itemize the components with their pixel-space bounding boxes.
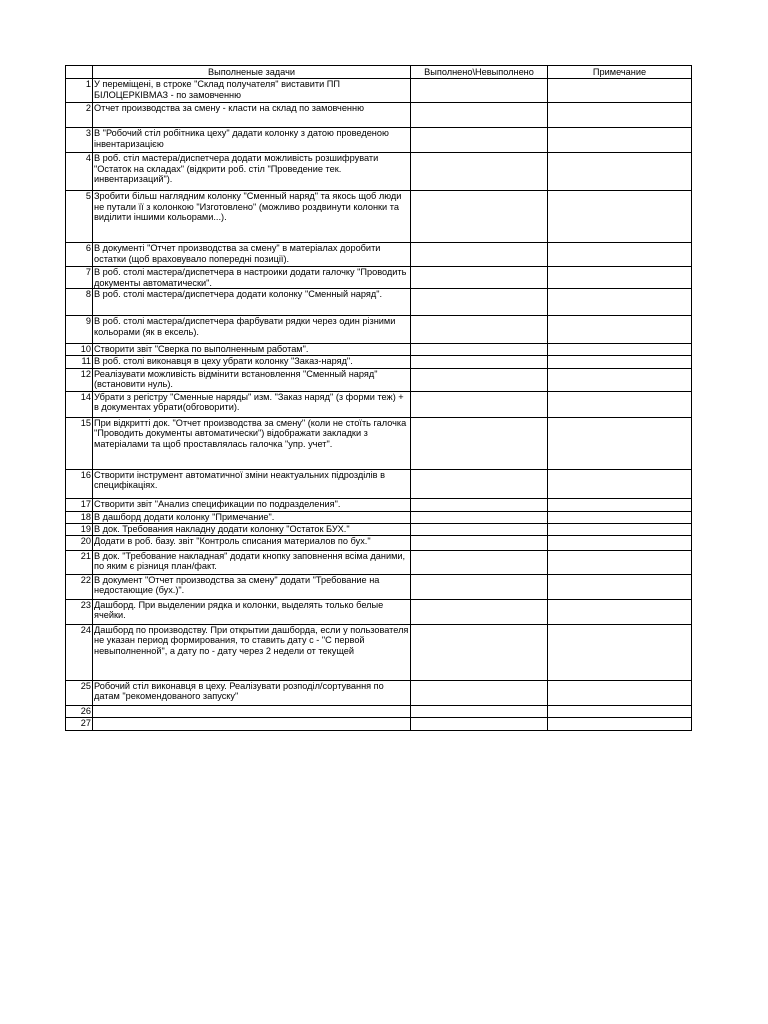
row-task: Створити звіт "Анализ спецификации по подразделения". [93,498,411,511]
row-task: В роб. стіл мастера/диспетчера додати можливість розшифрувати "Остаток на складах" (відкрити роб. стіл "Проведение тек. инвентаризаций"). [93,153,411,191]
row-status[interactable] [411,680,548,705]
row-note[interactable] [548,344,692,356]
row-number: 23 [66,599,93,624]
row-status[interactable] [411,717,548,730]
row-task [93,705,411,717]
row-status[interactable] [411,523,548,535]
table-row [66,535,692,550]
table-row [66,705,692,717]
row-note[interactable] [548,128,692,153]
row-status[interactable] [411,705,548,717]
row-status[interactable] [411,344,548,356]
row-number: 5 [66,191,93,243]
row-task: Дашборд по производству. При открытии дашборда, если у пользователя не указан период формирования, то ставить дату с - "С первой невыполненной", а дату по - дату через 2 недели от текущей [93,624,411,680]
row-note[interactable] [548,705,692,717]
row-task: В документі "Отчет производства за смену" в матеріалах доробити остатки (щоб враховувало попередні позиції). [93,243,411,267]
row-status[interactable] [411,511,548,523]
table-row [66,469,692,498]
row-number: 11 [66,355,93,368]
row-status[interactable] [411,624,548,680]
row-task: В док. "Требование накладная" додати кнопку заповнення всіма даними, по яким є різниця план/факт. [93,550,411,574]
row-task: В роб. столі мастера/диспетчера фарбувати рядки через один різними кольорами (як в ексель). [93,316,411,344]
row-number: 8 [66,289,93,316]
table-row [66,417,692,469]
row-note[interactable] [548,511,692,523]
table-row [66,153,692,191]
row-note[interactable] [548,103,692,128]
row-status[interactable] [411,550,548,574]
row-number: 19 [66,523,93,535]
row-number: 9 [66,316,93,344]
row-status[interactable] [411,469,548,498]
row-note[interactable] [548,191,692,243]
row-note[interactable] [548,316,692,344]
row-note[interactable] [548,243,692,267]
row-task: В роб. столі мастера/диспетчера додати колонку "Сменный наряд". [93,289,411,316]
row-status[interactable] [411,103,548,128]
header-row [66,66,692,79]
row-number: 2 [66,103,93,128]
row-number: 21 [66,550,93,574]
table-row [66,498,692,511]
row-number: 14 [66,391,93,417]
row-task: Додати в роб. базу. звіт "Контроль списания материалов по бух." [93,535,411,550]
row-note[interactable] [548,498,692,511]
row-number: 18 [66,511,93,523]
table-row [66,79,692,103]
row-note[interactable] [548,469,692,498]
row-task: Дашборд. При выделении рядка и колонки, выделять только белые ячейки. [93,599,411,624]
row-note[interactable] [548,153,692,191]
row-status[interactable] [411,368,548,391]
row-note[interactable] [548,574,692,599]
row-note[interactable] [548,391,692,417]
row-task: Створити інструмент автоматичної зміни неактуальних підрозділів в специфікаціях. [93,469,411,498]
row-task: В документ "Отчет производства за смену" додати "Требование на недостающие (бух.)". [93,574,411,599]
row-note[interactable] [548,624,692,680]
row-number: 7 [66,267,93,289]
header-status: Выполнено\Невыполнено [411,66,548,79]
table-row [66,368,692,391]
row-number: 6 [66,243,93,267]
header-tasks: Выполненые задачи [93,66,411,79]
row-task: Отчет производства за смену - класти на склад по замовченню [93,103,411,128]
row-task: В док. Требования накладну додати колонку "Остаток БУХ." [93,523,411,535]
row-status[interactable] [411,243,548,267]
header-num [66,66,93,79]
row-note[interactable] [548,680,692,705]
row-note[interactable] [548,368,692,391]
table-body [66,79,692,731]
row-task: В дашборд додати колонку "Примечание". [93,511,411,523]
row-status[interactable] [411,599,548,624]
table-row [66,511,692,523]
row-number: 20 [66,535,93,550]
table-row [66,316,692,344]
row-task: Робочий стіл виконавця в цеху. Реалізувати розподіл/сортування по датам "рекомендованого запуску" [93,680,411,705]
row-note[interactable] [548,417,692,469]
row-status[interactable] [411,153,548,191]
row-status[interactable] [411,289,548,316]
table-row [66,355,692,368]
row-status[interactable] [411,391,548,417]
table-row [66,550,692,574]
row-note[interactable] [548,599,692,624]
table-row [66,523,692,535]
row-note[interactable] [548,550,692,574]
table-row [66,717,692,730]
row-task: В роб. столі мастера/диспетчера в настроики додати галочку "Проводить документы автоматически". [93,267,411,289]
row-note[interactable] [548,355,692,368]
row-status[interactable] [411,128,548,153]
row-status[interactable] [411,355,548,368]
row-note[interactable] [548,79,692,103]
table-row [66,267,692,289]
row-task [93,717,411,730]
table-row [66,103,692,128]
row-status[interactable] [411,191,548,243]
row-status[interactable] [411,498,548,511]
row-number: 10 [66,344,93,356]
row-task: При відкритті док. "Отчет производства за смену" (коли не стоїть галочка "Проводить документы автоматически") відображати закладки з матеріалами та щоб проставлялась галочка "упр. учет". [93,417,411,469]
row-number: 3 [66,128,93,153]
row-number: 16 [66,469,93,498]
header-note: Примечание [548,66,692,79]
table-row [66,574,692,599]
row-task: Убрати з регістру "Сменные наряды" изм. "Заказ наряд" (з форми теж) + в документах убрати(обговорити). [93,391,411,417]
row-note[interactable] [548,535,692,550]
table-row [66,680,692,705]
table-row [66,243,692,267]
table-row [66,191,692,243]
table-row [66,128,692,153]
table-row [66,289,692,316]
row-number: 22 [66,574,93,599]
row-number: 15 [66,417,93,469]
row-status[interactable] [411,417,548,469]
row-number: 4 [66,153,93,191]
row-task: В роб. столі виконавця в цеху убрати колонку "Заказ-наряд". [93,355,411,368]
row-number: 24 [66,624,93,680]
row-status[interactable] [411,316,548,344]
row-task: В "Робочий стіл робітника цеху" дадати колонку з датою проведеною інвентаризацією [93,128,411,153]
row-number: 27 [66,717,93,730]
row-status[interactable] [411,79,548,103]
table-row [66,599,692,624]
row-number: 17 [66,498,93,511]
row-number: 26 [66,705,93,717]
row-task: Зробити більш наглядним колонку "Сменный наряд" та якось щоб люди не путали її з колонкою "Изготовлено" (можливо роздвинути колонки та виділити іншими кольорами...). [93,191,411,243]
row-number: 12 [66,368,93,391]
row-status[interactable] [411,267,548,289]
row-number: 1 [66,79,93,103]
row-task: У переміщені, в строке "Склад получателя" виставити ПП БІЛОЦЕРКІВМАЗ - по замовченню [93,79,411,103]
row-note[interactable] [548,289,692,316]
row-number: 25 [66,680,93,705]
row-note[interactable] [548,523,692,535]
row-status[interactable] [411,574,548,599]
row-task: Реалізувати можливість відмінити встановлення "Сменный наряд" (встановити нуль). [93,368,411,391]
row-note[interactable] [548,267,692,289]
table-row [66,624,692,680]
table-row [66,344,692,356]
row-status[interactable] [411,535,548,550]
row-note[interactable] [548,717,692,730]
row-task: Створити звіт "Сверка по выполненным работам". [93,344,411,356]
task-table [65,65,692,731]
table-row [66,391,692,417]
